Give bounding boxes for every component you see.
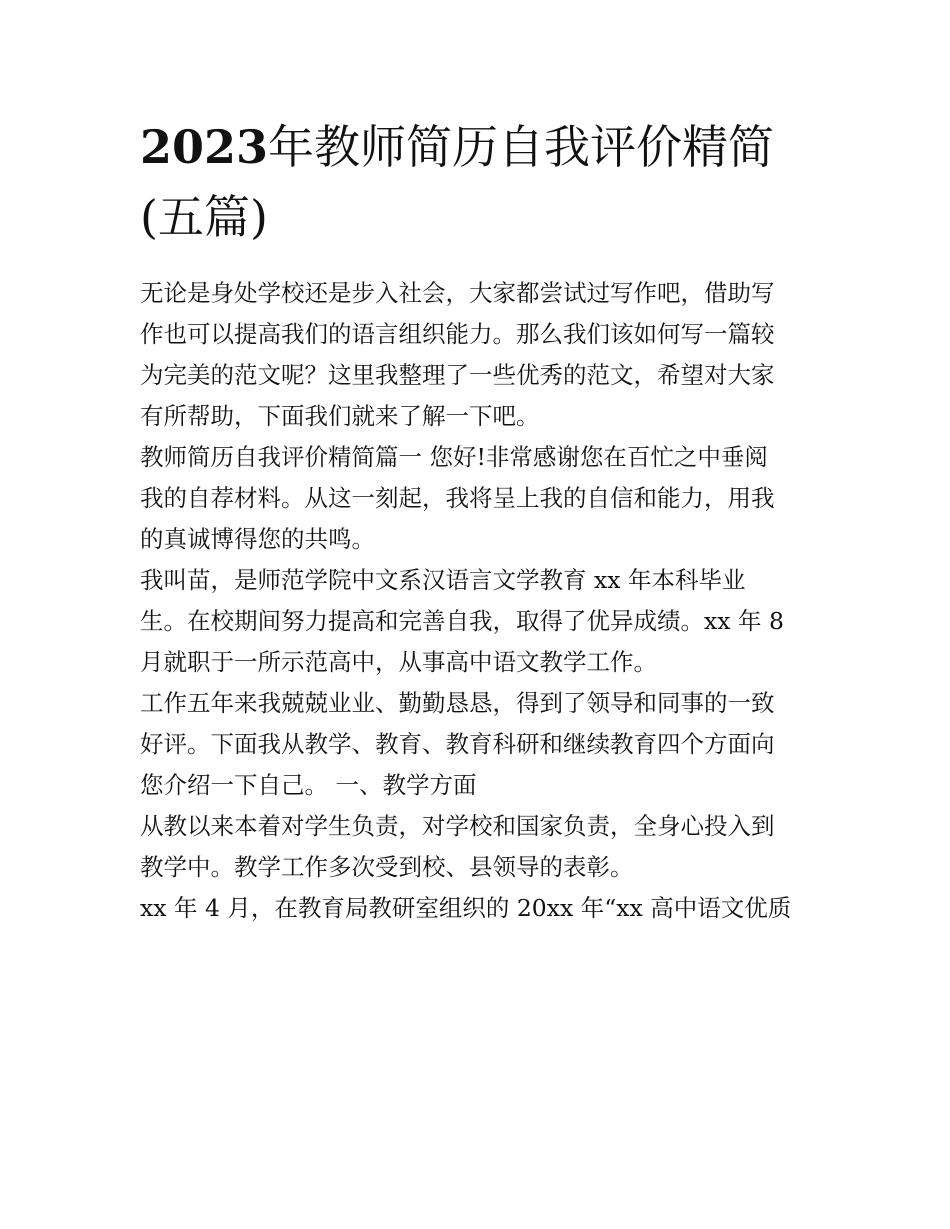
body-line: 我的自荐材料。从这一刻起，我将呈上我的自信和能力，用我: [140, 484, 775, 512]
body-line: 我叫苗，是师范学院中文系汉语言文学教育 xx 年本科毕业: [140, 566, 746, 594]
body-line: 您介绍一下自己。 一、教学方面: [140, 771, 477, 799]
document-body: [140, 273, 812, 929]
body-line: 的真诚博得您的共鸣。: [140, 525, 375, 553]
document-title: [140, 112, 812, 252]
body-line: 作也可以提高我们的语言组织能力。那么我们该如何写一篇较: [140, 320, 775, 348]
body-line: 教学中。教学工作多次受到校、县领导的表彰。: [140, 853, 634, 881]
body-line: 教师简历自我评价精简篇一 您好!非常感谢您在百忙之中垂阅: [140, 443, 768, 471]
body-line: 从教以来本着对学生负责，对学校和国家负责，全身心投入到: [140, 812, 775, 840]
body-line: 有所帮助，下面我们就来了解一下吧。: [140, 402, 540, 430]
title-line-1-text: 年教师简历自我评价精简: [268, 120, 775, 174]
body-line: 生。在校期间努力提高和完善自我，取得了优异成绩。xx 年 8: [140, 607, 784, 635]
title-year: 2023: [140, 120, 269, 174]
document-page: [140, 112, 812, 929]
body-line: xx 年 4 月，在教育局教研室组织的 20xx 年“xx 高中语文优质: [140, 894, 792, 922]
title-line-2: (五篇): [140, 190, 268, 244]
body-line: 月就职于一所示范高中，从事高中语文教学工作。: [140, 648, 657, 676]
body-line: 好评。下面我从教学、教育、教育科研和继续教育四个方面向: [140, 730, 775, 758]
body-line: 为完美的范文呢？这里我整理了一些优秀的范文，希望对大家: [140, 361, 775, 389]
body-line: 工作五年来我兢兢业业、勤勤恳恳，得到了领导和同事的一致: [140, 689, 775, 717]
title-line-1: [140, 112, 812, 182]
body-line: 无论是身处学校还是步入社会，大家都尝试过写作吧，借助写: [140, 279, 775, 307]
